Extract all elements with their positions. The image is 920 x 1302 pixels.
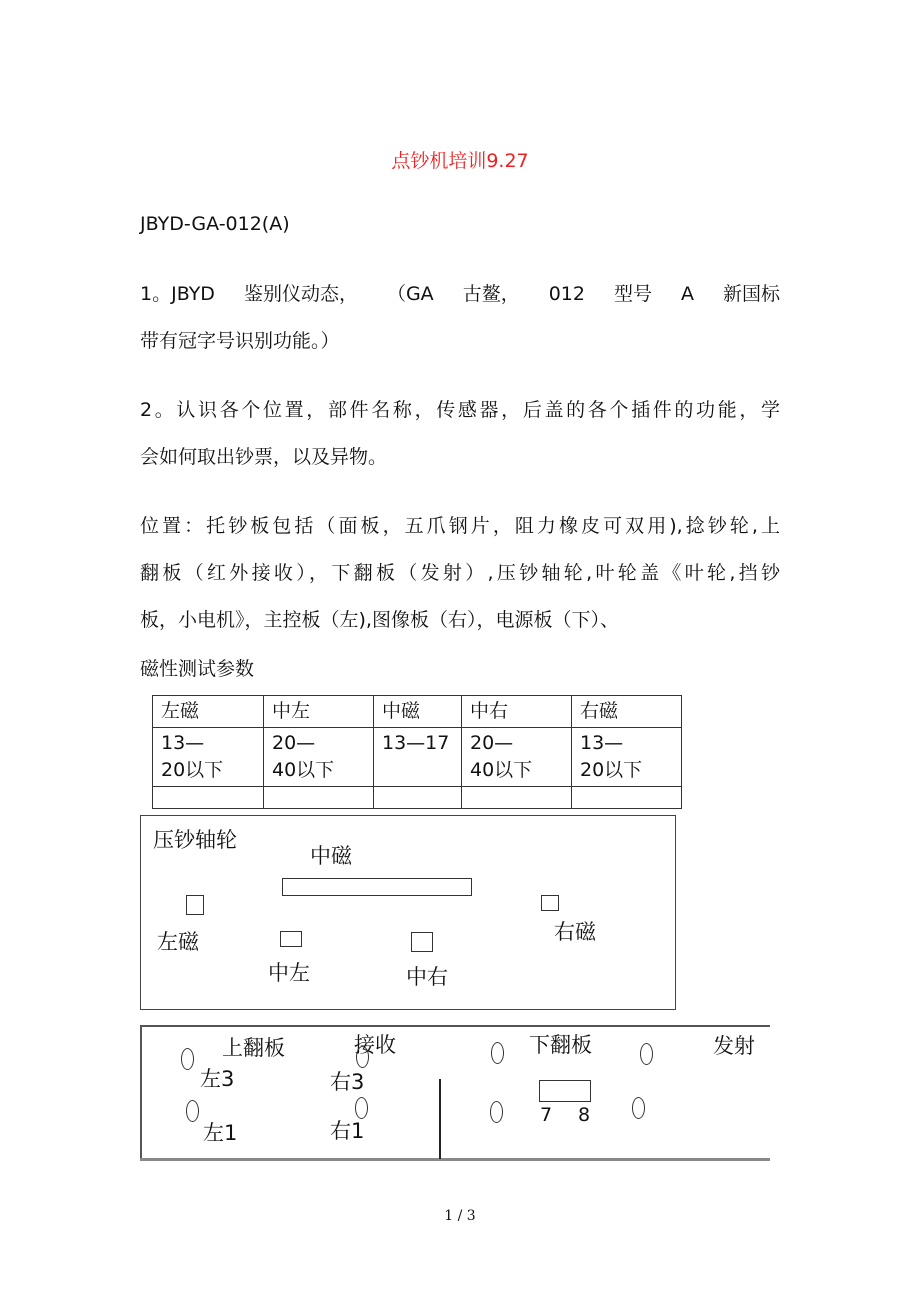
- table-cell: [462, 787, 572, 809]
- model-number: JBYD-GA-012(A): [140, 213, 290, 235]
- text: 新国标: [722, 283, 780, 305]
- label-right-magnet: 右磁: [554, 920, 596, 944]
- text: （GA: [386, 283, 434, 305]
- sensor-lower-2: [640, 1043, 653, 1065]
- para2-line2: 会如何取出钞票，以及异物。: [140, 446, 388, 468]
- mid-magnet-sensor: [282, 878, 472, 896]
- text: 鉴别仪动态，: [243, 283, 358, 305]
- table-cell: 13— 20以下: [153, 728, 264, 787]
- header-cell: 中右: [462, 696, 572, 728]
- diagram2-left-border: [140, 1025, 142, 1161]
- para1-line1: [140, 282, 780, 306]
- sensor-l3: [181, 1048, 194, 1070]
- label-mid-magnet: 中磁: [310, 844, 352, 868]
- document-title: 点钞机培训9.27: [391, 150, 529, 172]
- table-cell: 20— 40以下: [462, 728, 572, 787]
- table-cell: [153, 787, 264, 809]
- table-cell: [264, 787, 374, 809]
- magnetic-heading: 磁性测试参数: [140, 658, 255, 680]
- label-mid-left: 中左: [268, 961, 310, 985]
- right-magnet-sensor: [541, 895, 559, 911]
- label-l3: 左3: [200, 1067, 235, 1091]
- table-cell: 13— 20以下: [572, 728, 682, 787]
- mid-right-sensor: [411, 932, 433, 952]
- label-receive: 接收: [354, 1033, 396, 1057]
- table-header-row: [153, 696, 682, 728]
- label-upper-flap: 上翻板: [222, 1036, 285, 1060]
- table-cell: [572, 787, 682, 809]
- table-row: [153, 787, 682, 809]
- header-cell: 右磁: [572, 696, 682, 728]
- sensor-block-78: [539, 1080, 591, 1102]
- label-pressure-roller: 压钞轴轮: [153, 828, 237, 852]
- left-magnet-sensor: [186, 895, 204, 915]
- mid-left-sensor: [280, 931, 302, 947]
- label-l1: 左1: [203, 1121, 238, 1145]
- magnetic-params-table: [152, 695, 682, 809]
- page-number: 1 / 3: [444, 1208, 476, 1224]
- para1-line2: 带有冠字号识别功能。）: [140, 330, 340, 352]
- label-r1: 右1: [330, 1119, 365, 1143]
- text: 1。JBYD: [140, 283, 215, 305]
- para3-line1: 位置：托钞板包括（面板，五爪钢片，阻力橡皮可双用),捻钞轮,上: [140, 515, 780, 537]
- table-cell: [374, 787, 462, 809]
- sensor-l1: [186, 1100, 199, 1122]
- para3-line3: 板，小电机》，主控板（左),图像板（右），电源板（下）、: [140, 609, 619, 631]
- label-r3: 右3: [330, 1070, 365, 1094]
- table-cell: 13—17: [374, 728, 462, 787]
- text: 012: [548, 283, 585, 305]
- sensor-lower-4: [632, 1097, 645, 1119]
- diagram2-bottom-border: [140, 1158, 770, 1161]
- diagram2-divider: [439, 1079, 441, 1159]
- header-cell: 中左: [264, 696, 374, 728]
- sensor-lower-3: [490, 1101, 503, 1123]
- label-left-magnet: 左磁: [157, 930, 199, 954]
- text: A: [680, 283, 694, 305]
- diagram2-top-border: [140, 1025, 770, 1027]
- sensor-r3: [356, 1046, 369, 1068]
- label-emit: 发射: [713, 1034, 755, 1058]
- header-cell: 左磁: [153, 696, 264, 728]
- label-7: 7: [540, 1104, 553, 1126]
- para2-line1: 2。认识各个位置，部件名称，传感器，后盖的各个插件的功能，学: [140, 399, 780, 421]
- label-mid-right: 中右: [406, 965, 448, 989]
- text: 型号: [613, 283, 652, 305]
- label-lower-flap: 下翻板: [529, 1033, 592, 1057]
- sensor-lower-1: [491, 1042, 504, 1064]
- label-8: 8: [578, 1104, 591, 1126]
- table-cell: 20— 40以下: [264, 728, 374, 787]
- table-row: [153, 728, 682, 787]
- para3-line2: 翻板（红外接收），下翻板（发射）,压钞轴轮,叶轮盖《叶轮,挡钞: [140, 562, 780, 584]
- text: 古鳌，: [462, 283, 520, 305]
- header-cell: 中磁: [374, 696, 462, 728]
